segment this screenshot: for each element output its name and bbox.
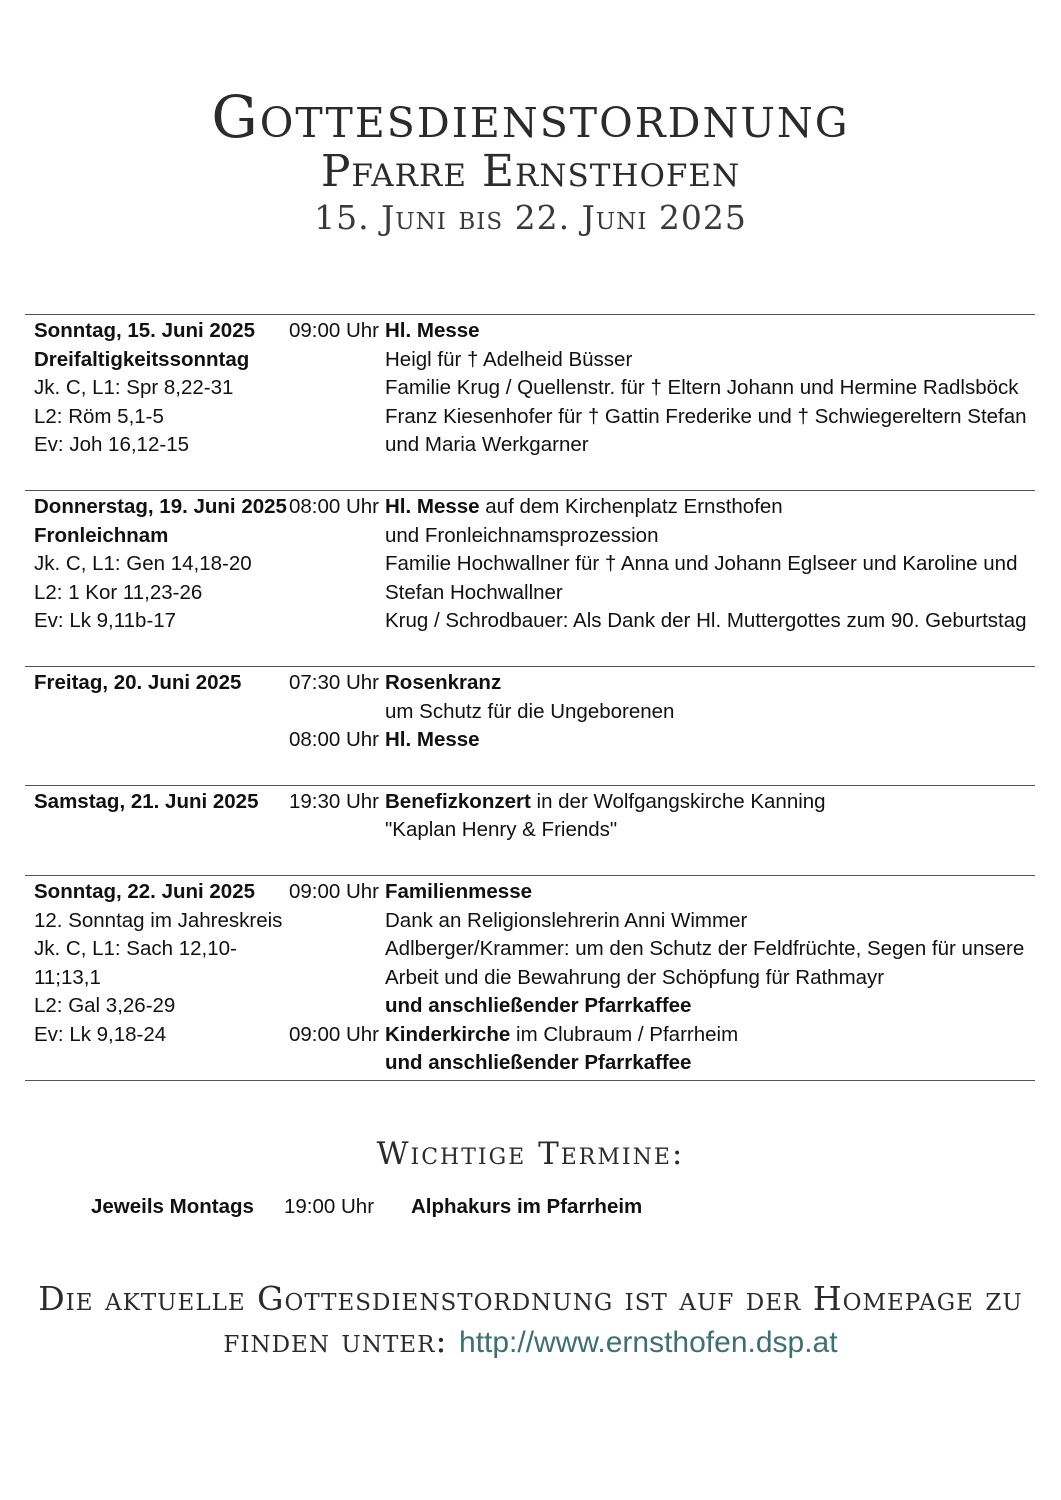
day-label: Sonntag, 22. Juni 2025 <box>34 879 256 903</box>
event-headline <box>385 878 1035 907</box>
event-detail: "Kaplan Henry & Friends" <box>385 818 618 842</box>
event-time: 08:00 Uhr <box>288 728 379 752</box>
event-title-suffix: im Clubraum / Pfarrheim <box>510 1022 739 1046</box>
event-title: Hl. Messe <box>385 728 480 752</box>
reading-label: Ev: Joh 16,12-15 <box>34 433 189 457</box>
schedule-entry <box>25 315 1035 460</box>
event-time: 09:00 Uhr <box>288 879 379 903</box>
event-title: Hl. Messe <box>385 494 480 518</box>
event-title: Familienmesse <box>385 879 532 903</box>
event-detail: Dank an Religionslehrerin Anni Wimmer <box>385 908 748 932</box>
event-detail: Familie Krug / Quellenstr. für † Eltern Johann und Hermine Radlsböck <box>385 376 1019 400</box>
event-block <box>385 1021 1035 1078</box>
event-title: Kinderkirche <box>385 1022 511 1046</box>
event-time: 07:30 Uhr <box>288 670 379 694</box>
row-spacer <box>25 636 1035 667</box>
homepage-link[interactable]: http://www.ernsthofen.dsp.at <box>459 1326 838 1359</box>
schedule-entry <box>25 875 1035 1080</box>
important-dates-heading: Wichtige Termine: <box>376 1136 685 1172</box>
event-block <box>385 726 1035 755</box>
reading-label: Ev: Lk 9,18-24 <box>34 1022 167 1046</box>
event-headline <box>385 493 1035 522</box>
event-time: 08:00 Uhr <box>288 494 379 518</box>
event-title-suffix: in der Wolfgangskirche Kanning <box>530 789 826 813</box>
event-detail: und Fronleichnamsprozession <box>385 523 659 547</box>
event-title: Rosenkranz <box>385 670 502 694</box>
important-day: Jeweils Montags <box>91 1195 254 1218</box>
date-range: 15. Juni bis 22. Juni 2025 <box>314 198 747 237</box>
schedule-entry <box>25 490 1035 635</box>
event-detail: um Schutz für die Ungeborenen <box>385 699 675 723</box>
event-detail: Adlberger/Krammer: um den Schutz der Feldfrüchte, Segen für unsere Arbeit und die Bewahrung der Schöpfung für Rathmayr <box>385 937 1025 989</box>
event-block <box>385 669 1035 726</box>
event-headline <box>385 669 1035 698</box>
reading-label: Jk. C, L1: Sach 12,10-11;13,1 <box>34 937 237 989</box>
row-spacer <box>25 755 1035 786</box>
day-label: Sonntag, 15. Juni 2025 <box>34 319 256 342</box>
page-title: Gottesdienstordnung <box>211 83 850 151</box>
important-time: 19:00 Uhr <box>284 1195 375 1218</box>
event-headline <box>385 726 1035 755</box>
event-detail: Franz Kiesenhofer für † Gattin Frederike und † Schwiegereltern Stefan und Maria Werkgarner <box>385 404 1027 457</box>
event-note: und anschließender Pfarrkaffee <box>385 1051 692 1075</box>
schedule-table <box>25 314 1035 1081</box>
row-spacer <box>25 845 1035 876</box>
event-headline <box>385 317 1035 346</box>
reading-label: Ev: Lk 9,11b-17 <box>34 609 177 633</box>
day-label: Fronleichnam <box>34 523 169 547</box>
parish-name: Pfarre Ernsthofen <box>320 146 741 197</box>
event-headline <box>385 788 1035 817</box>
event-note: und anschließender Pfarrkaffee <box>385 994 692 1018</box>
reading-label: Jk. C, L1: Gen 14,18-20 <box>34 552 252 576</box>
event-title-suffix: auf dem Kirchenplatz Ernsthofen <box>479 494 783 518</box>
event-time: 19:30 Uhr <box>288 789 379 813</box>
event-block <box>385 788 1035 845</box>
reading-label: Jk. C, L1: Spr 8,22-31 <box>34 376 234 400</box>
event-block <box>385 493 1035 636</box>
day-label: Samstag, 21. Juni 2025 <box>34 789 259 813</box>
footer-note <box>0 1278 1061 1364</box>
schedule-entry <box>25 666 1035 754</box>
event-headline <box>385 1021 1035 1050</box>
row-spacer <box>25 460 1035 491</box>
event-block <box>385 878 1035 1021</box>
event-time: 09:00 Uhr <box>288 1022 379 1046</box>
day-label: Freitag, 20. Juni 2025 <box>34 670 242 694</box>
important-event: Alphakurs im Pfarrheim <box>411 1195 643 1218</box>
reading-label: L2: Röm 5,1-5 <box>34 404 164 428</box>
schedule-entry <box>25 785 1035 845</box>
reading-label: 12. Sonntag im Jahreskreis <box>34 908 283 932</box>
event-detail: Heigl für † Adelheid Büsser <box>385 347 633 371</box>
reading-label: L2: 1 Kor 11,23-26 <box>34 580 203 604</box>
event-detail: Krug / Schrodbauer: Als Dank der Hl. Muttergottes zum 90. Geburtstag <box>385 609 1027 633</box>
event-title: Benefizkonzert <box>385 789 531 813</box>
reading-label: L2: Gal 3,26-29 <box>34 994 176 1018</box>
event-time: 09:00 Uhr <box>288 319 379 342</box>
event-title: Hl. Messe <box>385 319 480 342</box>
event-detail: Familie Hochwallner für † Anna und Johann Eglseer und Karoline und Stefan Hochwallner <box>385 552 1018 604</box>
event-block <box>385 317 1035 460</box>
day-label: Dreifaltigkeitssonntag <box>34 347 250 371</box>
day-label: Donnerstag, 19. Juni 2025 <box>34 494 287 518</box>
footer-text: Die aktuelle Gottesdienstordnung ist auf der Homepage zu finden unter: <box>38 1279 1023 1360</box>
